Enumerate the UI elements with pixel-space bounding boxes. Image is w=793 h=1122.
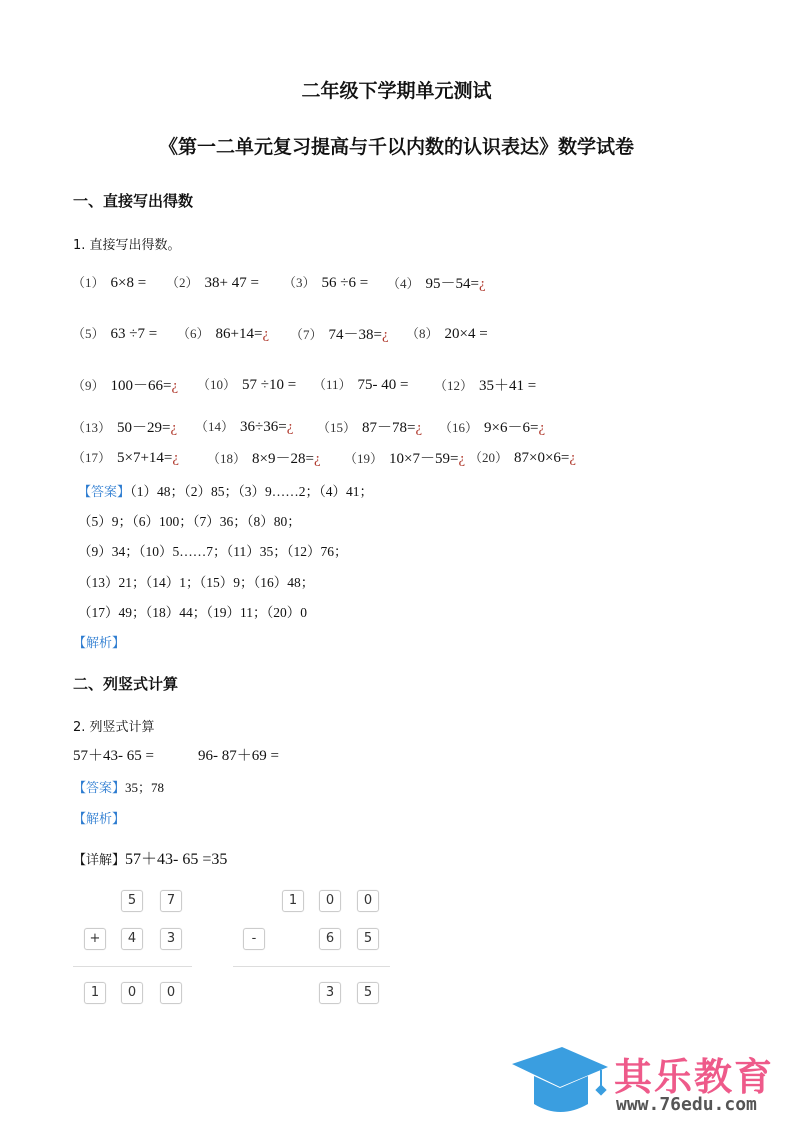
problem-expression: 38+ 47 =	[204, 275, 259, 291]
logo-url: www.76edu.com	[616, 1094, 757, 1115]
problem-expression: 87－78=	[362, 420, 416, 436]
digit-box: 5	[357, 982, 379, 1004]
answer-line-1	[78, 480, 373, 500]
digit-box: 7	[160, 890, 182, 912]
placeholder-mark: ¿	[262, 326, 270, 342]
answer-line-5: （17）49；（18）44；（19）11；（20）0	[78, 605, 307, 620]
problem-expression: 75- 40 =	[357, 377, 409, 393]
problem-number: （11）	[313, 377, 352, 392]
graduation-cap-icon	[510, 1042, 610, 1117]
problem-item	[290, 323, 389, 344]
digit-box: 4	[121, 928, 143, 950]
problem-item	[197, 374, 296, 394]
question-1: 1. 直接写出得数。	[73, 238, 181, 253]
problem-number: （6）	[177, 326, 210, 341]
problem-expression: 9×6－6=	[484, 420, 539, 436]
problem-item	[72, 447, 179, 467]
question-2: 2. 列竖式计算	[73, 720, 155, 735]
analysis-label-1: 【解析】	[73, 636, 126, 651]
problem-number: （2）	[166, 275, 199, 290]
problem-expression: 6×8 =	[110, 275, 147, 291]
problem-expression: 57 ÷10 =	[242, 377, 297, 393]
problem-item	[406, 323, 488, 343]
problem-item	[469, 447, 576, 467]
placeholder-mark: ¿	[313, 451, 321, 467]
problem-expression: 50－29=	[117, 420, 171, 436]
problem-number: （18）	[207, 451, 247, 466]
problem-expression: 5×7+14=	[117, 450, 173, 466]
problem-expression: 86+14=	[215, 326, 263, 342]
problem-number: （4）	[387, 276, 420, 291]
problem-number: （9）	[72, 378, 105, 393]
answer-text: （1）48；（2）85；（3）9……2；（4）41；	[130, 484, 374, 499]
section-2-heading: 二、列竖式计算	[73, 675, 179, 693]
placeholder-mark: ¿	[458, 451, 466, 467]
logo-name: 其乐教育	[614, 1055, 775, 1099]
problem-item	[344, 447, 465, 468]
problem-item	[313, 374, 409, 394]
problem-item	[207, 447, 321, 468]
problem-item	[72, 416, 177, 437]
answer-line-2: （5）9；（6）100；（7）36；（8）80；	[78, 514, 301, 529]
placeholder-mark: ¿	[478, 276, 486, 292]
problem-expression: 20×4 =	[444, 326, 488, 342]
problem-item	[283, 272, 368, 292]
problem-expression: 36÷36=	[240, 419, 287, 435]
digit-box: 1	[84, 982, 106, 1004]
digit-box: 0	[319, 890, 341, 912]
problem-item	[72, 374, 178, 395]
answer-2: 35；78	[125, 780, 165, 795]
placeholder-mark: ¿	[286, 419, 294, 435]
problem-expression: 56 ÷6 =	[321, 275, 369, 291]
problem-number: （5）	[72, 326, 105, 341]
placeholder-mark: ¿	[569, 450, 577, 466]
answer-label: 【答案】	[78, 485, 131, 500]
problem-number: （3）	[283, 275, 316, 290]
problem-expression: 10×7－59=	[389, 451, 459, 467]
digit-box: 3	[160, 928, 182, 950]
digit-box: 0	[160, 982, 182, 1004]
detail-label: 【详解】	[73, 853, 126, 868]
problem-number: （7）	[290, 327, 323, 342]
placeholder-mark: ¿	[170, 420, 178, 436]
problem-item	[166, 272, 259, 292]
problem-item	[434, 374, 536, 395]
problem-expression: 35＋41 =	[479, 378, 537, 394]
vertical-expr-2: 96- 87＋69 =	[198, 748, 279, 764]
problem-expression: 8×9－28=	[252, 451, 314, 467]
placeholder-mark: ¿	[171, 378, 179, 394]
problem-expression: 74－38=	[328, 327, 382, 343]
digit-box: 6	[319, 928, 341, 950]
problem-number: （20）	[469, 450, 509, 465]
problem-number: （1）	[72, 275, 105, 290]
problem-number: （15）	[317, 420, 357, 435]
problem-item	[387, 272, 486, 293]
problem-number: （19）	[344, 451, 384, 466]
analysis-label-2: 【解析】	[73, 812, 126, 827]
digit-box: 0	[121, 982, 143, 1004]
placeholder-mark: ¿	[172, 450, 180, 466]
problem-number: （8）	[406, 326, 439, 341]
divider-line	[233, 966, 390, 967]
problem-item	[177, 323, 269, 343]
doc-title: 二年级下学期单元测试	[301, 80, 492, 102]
problem-number: （13）	[72, 420, 112, 435]
doc-subtitle: 《第一二单元复习提高与千以内数的认识表达》数学试卷	[158, 136, 634, 158]
section-1-heading: 一、直接写出得数	[73, 192, 194, 210]
placeholder-mark: ¿	[538, 420, 546, 436]
problem-item	[195, 416, 293, 436]
digit-box: 5	[121, 890, 143, 912]
digit-box: -	[243, 928, 265, 950]
placeholder-mark: ¿	[381, 327, 389, 343]
problem-item	[439, 416, 545, 437]
problem-expression: 100－66=	[110, 378, 172, 394]
divider-line	[73, 966, 192, 967]
problem-item	[72, 323, 157, 343]
logo	[510, 1042, 790, 1117]
problem-expression: 63 ÷7 =	[110, 326, 158, 342]
problem-number: （10）	[197, 377, 237, 392]
digit-box: 1	[282, 890, 304, 912]
problem-expression: 95－54=	[425, 276, 479, 292]
answer-line-4: （13）21；（14）1；（15）9；（16）48；	[78, 575, 315, 590]
vertical-expr-1: 57＋43- 65 =	[73, 748, 154, 764]
problem-expression: 87×0×6=	[514, 450, 570, 466]
digit-box: 3	[319, 982, 341, 1004]
detail-expr: 57＋43- 65 =35	[125, 851, 228, 868]
problem-number: （17）	[72, 450, 112, 465]
placeholder-mark: ¿	[415, 420, 423, 436]
problem-number: （14）	[195, 419, 235, 434]
digit-box: +	[84, 928, 106, 950]
problem-item	[317, 416, 422, 437]
problem-number: （16）	[439, 420, 479, 435]
digit-box: 5	[357, 928, 379, 950]
problem-number: （12）	[434, 378, 474, 393]
answer-label-2: 【答案】	[73, 781, 126, 796]
problem-item	[72, 272, 146, 292]
answer-line-3: （9）34；（10）5……7；（11）35；（12）76；	[78, 544, 348, 559]
digit-box: 0	[357, 890, 379, 912]
